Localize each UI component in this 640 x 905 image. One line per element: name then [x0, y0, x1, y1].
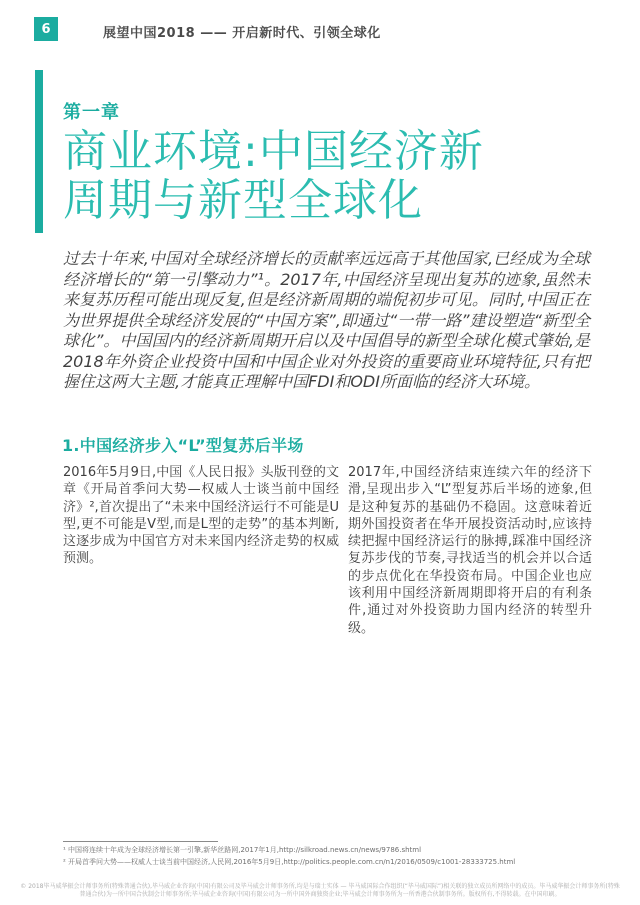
page-number-badge	[34, 17, 58, 41]
chapter-label: 第一章	[63, 102, 120, 123]
footnote-1: ¹ 中国将连续十年成为全球经济增长第一引擎,新华丝路网,2017年1月,http://silkroad.news.cn/news/9786.shtml	[63, 846, 422, 854]
chapter-title-line-1: 商业环境:中国经济新	[63, 126, 484, 177]
intro-paragraph: 过去十年来,中国对全球经济增长的贡献率远远高于其他国家,已经成为全球经济增长的“第一引擎动力”¹。2017年,中国经济呈现出复苏的迹象,虽然未来复苏历程可能出现反复,但是经济新周期的端倪初步可见。同时,中国正在为世界提供全球经济发展的“中国方案”,即通过“一带一路”建设塑造“新型全球化”。中国国内的经济新周期开启以及中国倡导的新型全球化模式肇始,是2018年外资企业投资中国和中国企业对外投资的重要商业环境特征,只有把握住这两大主题,才能真正理解中国FDI和ODI所面临的经济大环境。	[63, 249, 590, 391]
page-number: 6	[41, 21, 51, 37]
footnote-divider	[63, 841, 218, 842]
two-column-body	[63, 464, 592, 637]
running-header-title: 展望中国2018 —— 开启新时代、引领全球化	[103, 26, 381, 41]
footnotes	[63, 845, 590, 868]
chapter-heading-block	[35, 70, 484, 233]
chapter-accent-bar	[35, 70, 43, 233]
body-column-right: 2017年,中国经济结束连续六年的经济下滑,呈现出步入“L”型复苏后半场的迹象,但是这种复苏的基础仍不稳固。这意味着近期外国投资者在华开展投资活动时,应该持续把握中国经济运行的脉搏,踩准中国经济复苏步伐的节奏,寻找适当的机会并以合适的步点优化在华投资布局。中国企业也应该利用中国经济新周期即将开启的有利条件,通过对外投资助力国内经济的转型升级。	[348, 465, 592, 636]
chapter-title-line-2: 周期与新型全球化	[63, 175, 423, 226]
body-column-left: 2016年5月9日,中国《人民日报》头版刊登的文章《开局首季问大势—权威人士谈当前中国经济》²,首次提出了“未来中国经济运行不可能是U型,更不可能是V型,而是L型的走势”的基本判断,这逐步成为中国官方对未来国内经济走势的权威预测。	[63, 465, 339, 567]
section-heading: 1.中国经济步入“L”型复苏后半场	[62, 436, 304, 455]
page-disclaimer: © 2018毕马威华振会计师事务所(特殊普通合伙),毕马威企业咨询(中国)有限公司及毕马威会计师事务所,均是与瑞士实体 — 毕马威国际合作组织(“毕马威国际”)相关联的独立成员所网络中的成员。毕马威华振会计师事务所(特殊普通合伙)为一所中国合伙制会计师事务所;毕马威企业咨询(中国)有限公司为一所中国外商独资企业;毕马威会计师事务所为一所香港合伙制事务所。版权所有,不得转载。在中国印刷。	[20, 883, 620, 898]
footnote-2: ² 开局首季问大势——权威人士谈当前中国经济,人民网,2016年5月9日,http://politics.people.com.cn/n1/2016/0509/c1001-28333725.html	[63, 857, 516, 866]
chapter-content	[43, 70, 484, 233]
